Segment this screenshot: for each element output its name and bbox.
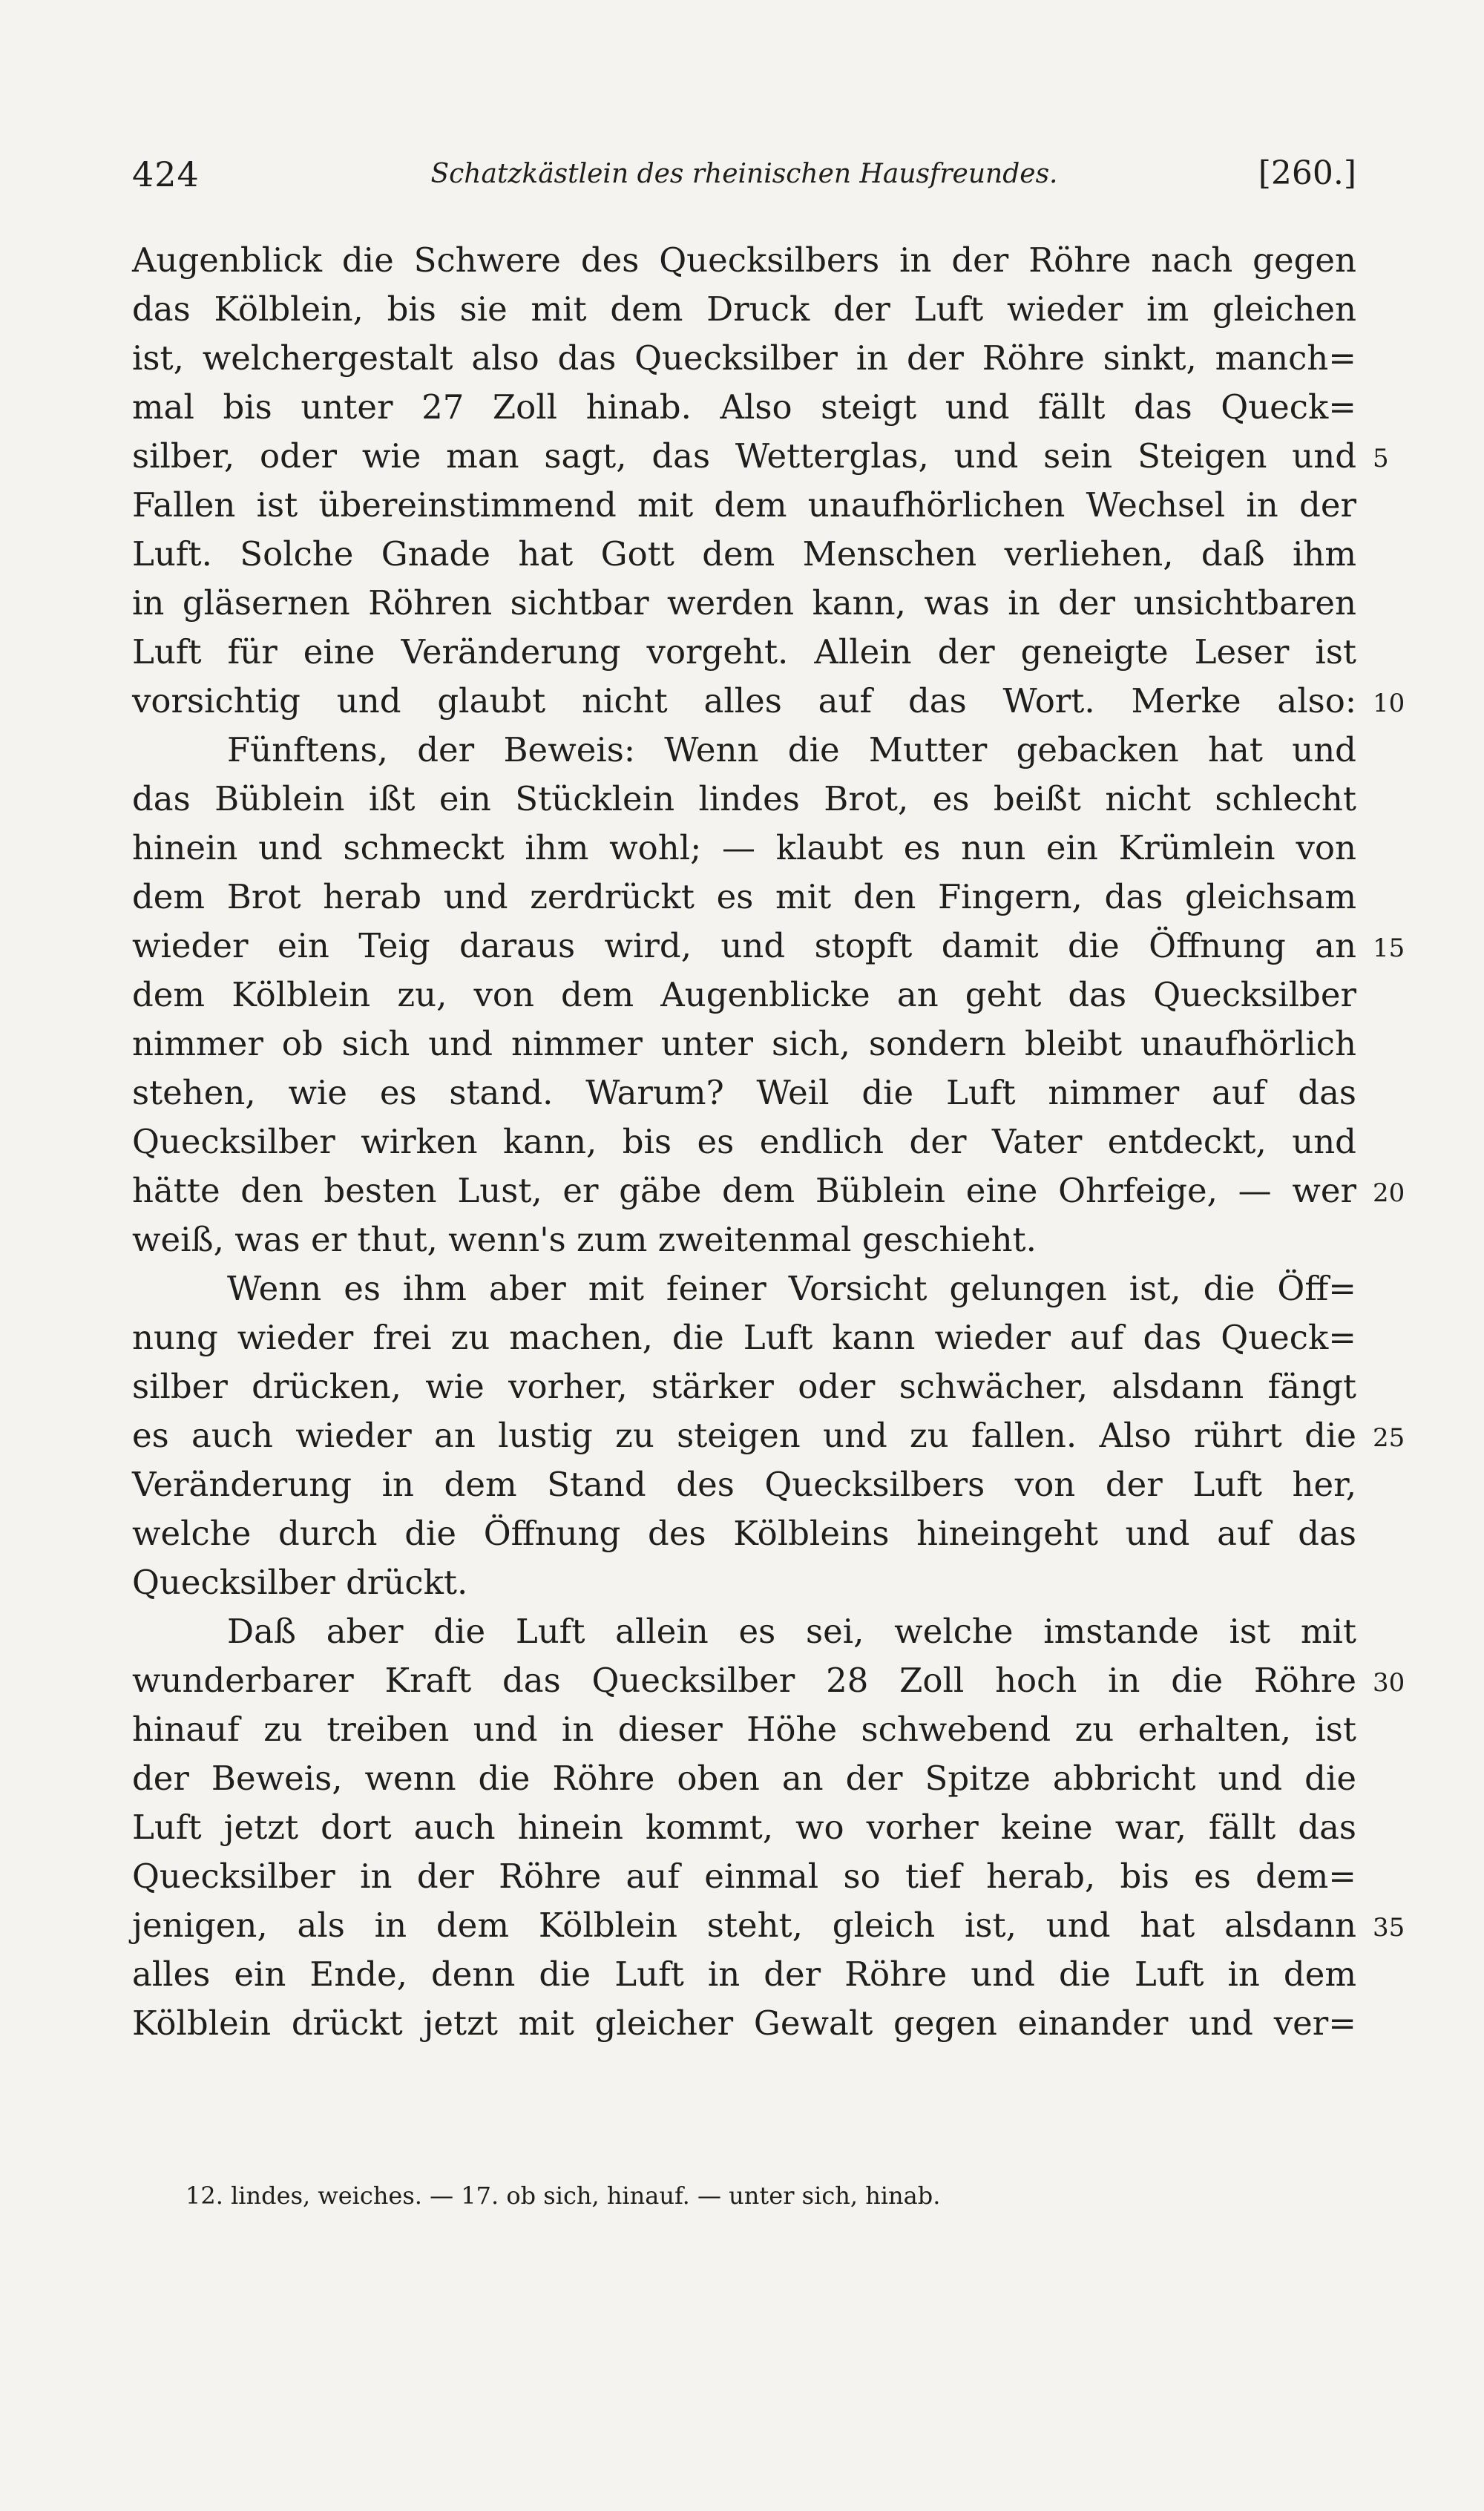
text-line bbox=[132, 432, 1389, 481]
line-number: 20 bbox=[1373, 1178, 1405, 1208]
page-header bbox=[132, 154, 1356, 206]
footnote: 12. lindes, weiches. — 17. ob sich, hinauf. — unter sich, hinab. bbox=[186, 2182, 941, 2210]
text-line-content: hinein und schmeckt ihm wohl; — klaubt es nun ein Krümlein von bbox=[132, 828, 1356, 867]
text-line-content: wieder ein Teig daraus wird, und stopft damit die Öffnung an bbox=[132, 926, 1356, 965]
text-line-content: Luft jetzt dort auch hinein kommt, wo vorher keine war, fällt das bbox=[132, 1808, 1356, 1847]
text-line bbox=[132, 383, 1356, 432]
text-line bbox=[132, 1754, 1356, 1803]
text-line-content: der Beweis, wenn die Röhre oben an der Spitze abbricht und die bbox=[132, 1759, 1356, 1798]
body-text bbox=[132, 236, 1405, 2048]
text-line-content: Kölblein drückt jetzt mit gleicher Gewalt gegen einander und ver= bbox=[132, 2003, 1356, 2043]
text-line-content: Quecksilber drückt. bbox=[132, 1563, 468, 1602]
text-line bbox=[132, 922, 1405, 971]
text-line bbox=[132, 1313, 1356, 1362]
text-line bbox=[132, 530, 1356, 579]
text-line-content: Veränderung in dem Stand des Quecksilbers von der Luft her, bbox=[132, 1465, 1356, 1504]
text-line bbox=[132, 775, 1356, 824]
text-line-content: weiß, was er thut, wenn's zum zweitenmal geschieht. bbox=[132, 1220, 1037, 1259]
text-line-content: mal bis unter 27 Zoll hinab. Also steigt und fällt das Queck= bbox=[132, 387, 1356, 427]
text-line bbox=[132, 873, 1356, 922]
text-line bbox=[132, 236, 1356, 285]
text-line bbox=[132, 1069, 1356, 1117]
text-line-content: Daß aber die Luft allein es sei, welche imstande ist mit bbox=[227, 1612, 1356, 1651]
text-line bbox=[132, 824, 1356, 873]
running-title: Schatzkästlein des rheinischen Hausfreundes. bbox=[430, 159, 1058, 189]
text-line-content: hätte den besten Lust, er gäbe dem Büblein eine Ohrfeige, — wer bbox=[132, 1171, 1356, 1210]
text-line-content: silber, oder wie man sagt, das Wetterglas, und sein Steigen und bbox=[132, 436, 1356, 476]
text-line-content: Luft für eine Veränderung vorgeht. Allein der geneigte Leser ist bbox=[132, 632, 1356, 672]
text-line-content: Augenblick die Schwere des Quecksilbers in der Röhre nach gegen bbox=[132, 240, 1356, 280]
text-line bbox=[132, 971, 1356, 1020]
text-line bbox=[132, 1852, 1356, 1901]
line-number: 15 bbox=[1373, 933, 1405, 963]
section-reference: [260.] bbox=[1258, 154, 1356, 192]
text-line bbox=[132, 1509, 1356, 1558]
line-number: 25 bbox=[1373, 1423, 1405, 1453]
line-number: 30 bbox=[1373, 1668, 1405, 1698]
text-line-content: wunderbarer Kraft das Quecksilber 28 Zoll hoch in die Röhre bbox=[132, 1661, 1356, 1700]
text-line-content: nimmer ob sich und nimmer unter sich, sondern bleibt unaufhörlich bbox=[132, 1024, 1356, 1063]
text-line-content: silber drücken, wie vorher, stärker oder schwächer, alsdann fängt bbox=[132, 1367, 1356, 1406]
text-line-content: alles ein Ende, denn die Luft in der Röhre und die Luft in dem bbox=[132, 1954, 1356, 1994]
text-line-content: dem Kölblein zu, von dem Augenblicke an geht das Quecksilber bbox=[132, 975, 1356, 1014]
text-line-content: nung wieder frei zu machen, die Luft kann wieder auf das Queck= bbox=[132, 1318, 1356, 1357]
text-line-content: jenigen, als in dem Kölblein steht, gleich ist, und hat alsdann bbox=[132, 1906, 1356, 1945]
text-line bbox=[132, 1020, 1356, 1069]
text-line bbox=[132, 334, 1356, 383]
text-line-content: es auch wieder an lustig zu steigen und zu fallen. Also rührt die bbox=[132, 1416, 1356, 1455]
text-line bbox=[132, 1362, 1356, 1411]
text-line bbox=[132, 1460, 1356, 1509]
text-line-content: Wenn es ihm aber mit feiner Vorsicht gelungen ist, die Öff= bbox=[227, 1269, 1356, 1308]
text-line bbox=[132, 1803, 1356, 1852]
text-line bbox=[132, 628, 1356, 677]
text-line bbox=[132, 1558, 1356, 1607]
text-line-content: stehen, wie es stand. Warum? Weil die Luft nimmer auf das bbox=[132, 1073, 1356, 1112]
text-line bbox=[132, 1950, 1356, 1999]
text-line-content: hinauf zu treiben und in dieser Höhe schwebend zu erhalten, ist bbox=[132, 1710, 1356, 1749]
text-line bbox=[132, 1705, 1356, 1754]
text-line-content: Fünftens, der Beweis: Wenn die Mutter gebacken hat und bbox=[227, 730, 1356, 769]
text-line bbox=[132, 677, 1405, 726]
text-line bbox=[132, 1999, 1356, 2048]
text-line bbox=[132, 1901, 1405, 1950]
text-line-content: Fallen ist übereinstimmend mit dem unaufhörlichen Wechsel in der bbox=[132, 485, 1356, 525]
text-line bbox=[132, 1117, 1356, 1166]
text-line-content: welche durch die Öffnung des Kölbleins hineingeht und auf das bbox=[132, 1514, 1356, 1553]
text-line bbox=[132, 1264, 1356, 1313]
text-line-content: das Kölblein, bis sie mit dem Druck der Luft wieder im gleichen bbox=[132, 289, 1356, 329]
text-line-content: Quecksilber wirken kann, bis es endlich der Vater entdeckt, und bbox=[132, 1122, 1356, 1161]
text-line bbox=[132, 579, 1356, 628]
text-line bbox=[132, 726, 1356, 775]
text-line-content: in gläsernen Röhren sichtbar werden kann, was in der unsichtbaren bbox=[132, 583, 1356, 623]
text-line-content: das Büblein ißt ein Stücklein lindes Brot, es beißt nicht schlecht bbox=[132, 779, 1356, 818]
text-line-content: dem Brot herab und zerdrückt es mit den Fingern, das gleichsam bbox=[132, 877, 1356, 916]
text-line bbox=[132, 285, 1356, 334]
page-number: 424 bbox=[132, 154, 200, 194]
text-line bbox=[132, 1607, 1356, 1656]
text-line-content: ist, welchergestalt also das Quecksilber in der Röhre sinkt, manch= bbox=[132, 338, 1356, 378]
line-number: 10 bbox=[1373, 689, 1405, 718]
text-line bbox=[132, 481, 1356, 530]
text-line bbox=[132, 1166, 1405, 1215]
text-line bbox=[132, 1215, 1356, 1264]
text-line-content: Luft. Solche Gnade hat Gott dem Menschen verliehen, daß ihm bbox=[132, 534, 1356, 574]
text-line bbox=[132, 1656, 1405, 1705]
line-number: 5 bbox=[1373, 444, 1389, 473]
text-line bbox=[132, 1411, 1405, 1460]
text-line-content: vorsichtig und glaubt nicht alles auf das Wort. Merke also: bbox=[132, 681, 1356, 721]
line-number: 35 bbox=[1373, 1913, 1405, 1943]
text-line-content: Quecksilber in der Röhre auf einmal so tief herab, bis es dem= bbox=[132, 1857, 1356, 1896]
